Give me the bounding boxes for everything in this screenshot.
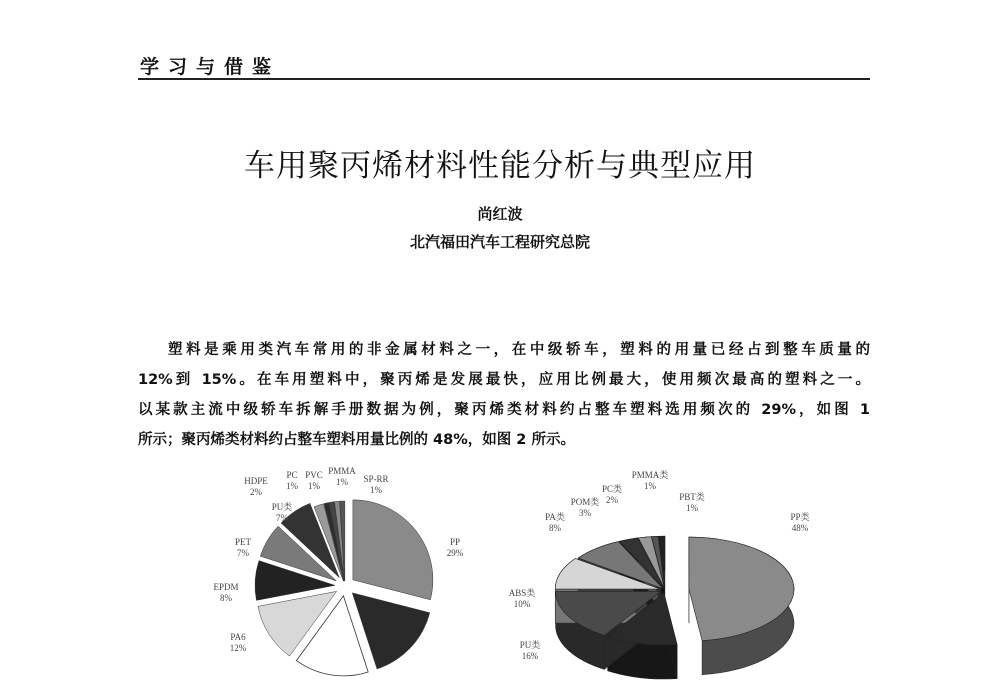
section-header: 学习与借鉴	[140, 56, 281, 78]
slice-label: SP-RR	[363, 474, 389, 484]
slice-value-label: 1%	[644, 481, 656, 491]
slice-label: PC类	[601, 484, 623, 494]
pie-chart-2	[509, 469, 810, 679]
slice-value-label: 12%	[229, 643, 247, 653]
slice-label: HDPE	[244, 476, 268, 486]
slice-label: PC	[286, 470, 298, 480]
slice-value-label: 29%	[446, 548, 464, 558]
slice-label: PP	[449, 537, 461, 547]
slice-value-label: 7%	[276, 513, 288, 523]
slice-label: PMMA	[328, 466, 356, 476]
affiliation: 北汽福田汽车工程研究总院	[409, 233, 590, 251]
slice-value-label: 16%	[521, 651, 539, 661]
slice-label: PBT类	[679, 492, 705, 502]
pie-slice	[352, 593, 429, 669]
pie-chart-1	[213, 466, 463, 676]
slice-label: ABS类	[508, 588, 536, 598]
slice-label: EPDM	[213, 582, 239, 592]
slice-label: POM类	[570, 497, 600, 507]
slice-label: PA6	[230, 632, 246, 642]
slice-label: PU类	[271, 502, 293, 512]
slice-label: PVC	[305, 470, 323, 480]
slice-value-label: 8%	[220, 593, 232, 603]
slice-value-label: 2%	[250, 487, 262, 497]
slice-value-label: 1%	[336, 477, 348, 487]
pie-slice	[353, 500, 433, 600]
slice-value-label: 1%	[286, 481, 298, 491]
slice-value-label: 1%	[686, 503, 698, 513]
slice-value-label: 10%	[513, 599, 531, 609]
paragraph-line: 所示；聚丙烯类材料约占整车塑料用量比例的 48%，如图 2 所示。	[138, 432, 575, 448]
article-title: 车用聚丙烯材料性能分析与典型应用	[244, 148, 756, 184]
slice-label: PMMA类	[631, 470, 669, 480]
slice-label: PET	[234, 537, 252, 547]
paragraph-line: 12%到 15%。在车用塑料中，聚丙烯是发展最快，应用比例最大，使用频次最高的塑料之一。	[138, 372, 870, 388]
slice-value-label: 2%	[606, 495, 618, 505]
author: 尚红波	[477, 205, 523, 223]
slice-value-label: 3%	[579, 508, 591, 518]
slice-value-label: 1%	[370, 485, 382, 495]
slice-value-label: 48%	[791, 523, 809, 533]
slice-label: PA类	[545, 512, 565, 522]
slice-label: PU类	[519, 640, 541, 650]
paragraph-line: 以某款主流中级轿车拆解手册数据为例，聚丙烯类材料约占整车塑料选用频次的 29%，如图 1	[138, 402, 870, 418]
paragraph-line: 塑料是乘用类汽车常用的非金属材料之一，在中级轿车，塑料的用量已经占到整车质量的	[168, 342, 870, 358]
slice-value-label: 1%	[308, 481, 320, 491]
slice-value-label: 7%	[237, 548, 249, 558]
slice-label: PP类	[790, 512, 810, 522]
slice-value-label: 8%	[549, 523, 561, 533]
